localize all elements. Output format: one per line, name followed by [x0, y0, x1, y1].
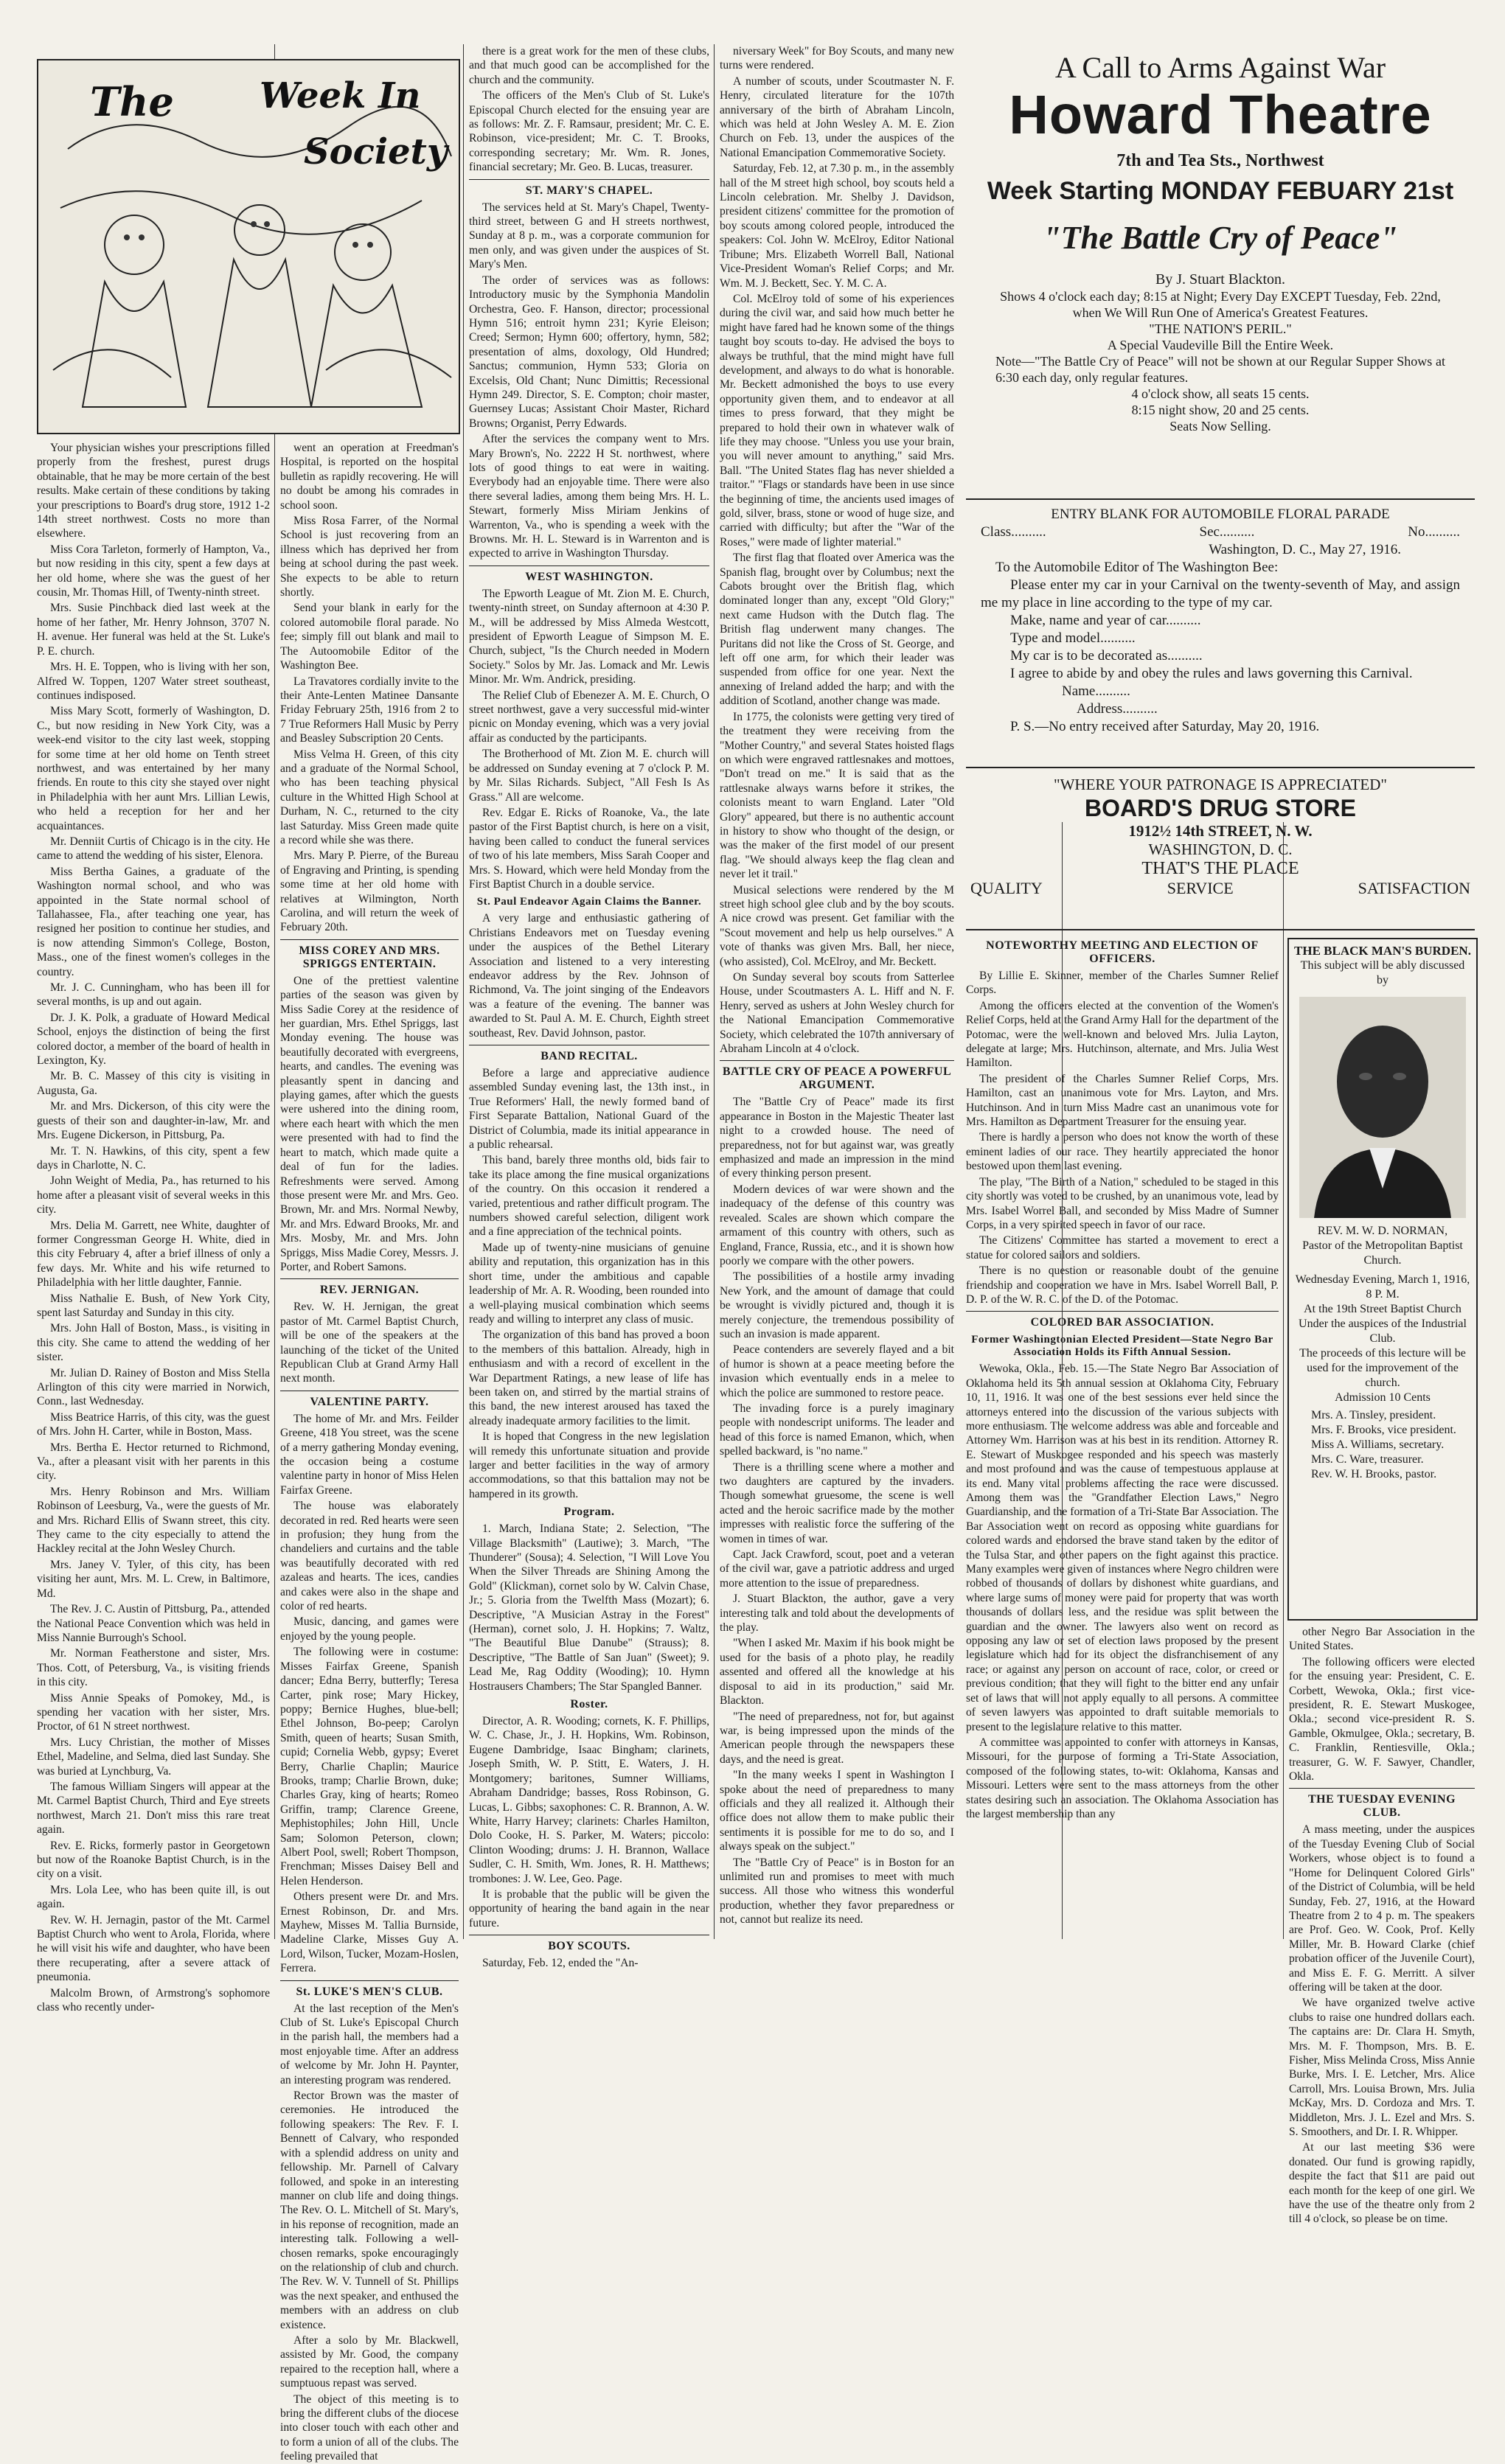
- entry-class-row: [981, 523, 1460, 541]
- paragraph: The Relief Club of Ebenezer A. M. E. Church, O street northwest, gave a very successful mid-winter picnic on Monday evening, which was a very jovial affair as conducted by the participants.: [469, 689, 709, 745]
- paragraph: Rector Brown was the master of ceremonies. He introduced the following speakers: The Rev. F. I. Bennett of Calvary, who responded with a splendid address on unity and fellowship. Mr. Parnell of Calvary followed, and spoke in an interesting manner on club life and doing things. The Rev. O. L. Mitchell of St. Mary's, in his reponse of recognition, made an interesting talk. Following a well-chosen remarks, spoke encouragingly on the relationship of club and church. The Rev. W. V. Tunnell of St. Phillips was the next speaker, and enthused the members with an address on club existence.: [280, 2089, 459, 2331]
- paragraph: The president of the Charles Sumner Relief Corps, Mrs. Hamilton, cast an unanimous vote for Mrs. Layton, and Mrs. Hutchinson. And in turn Miss Madre cast an unanimous vote for Mrs. Hamilton as Department Treasurer for the ensuing year.: [966, 1072, 1279, 1129]
- section-rule: [966, 929, 1475, 930]
- col2-top-paragraphs: [280, 441, 459, 935]
- heading-band-recital: BAND RECITAL.: [541, 1050, 638, 1062]
- paragraph: Miss Annie Speaks of Pomokey, Md., is spending her vacation with her sister, Mrs. Proctor, of 61 N street northwest.: [37, 1691, 270, 1733]
- program-paragraphs: [469, 1522, 709, 1694]
- entry-class: Class..........: [981, 524, 1046, 540]
- paragraph: There is hardly a person who does not know the worth of these eminent ladies of our race. They heartily appreciated the honor bestowed upon them last evening.: [966, 1131, 1279, 1173]
- paragraph: The "Battle Cry of Peace" is in Boston for an unlimited run and promises to meet with much success. All those who witness this wonderful production, whether they favor preparedness or not, cannot but realize its need.: [720, 1856, 954, 1927]
- paragraph: Before a large and appreciative audience assembled Sunday evening last, the 13th inst., in True Reformers' Hall, the newly formed band of First Separate Battalion, National Guard of the District of Columbia, made its initial appearance in a public rehearsal.: [469, 1067, 709, 1152]
- heading-battle-cry: BATTLE CRY OF PEACE A POWERFUL ARGUMENT.: [722, 1065, 952, 1092]
- paragraph: Mrs. Lucy Christian, the mother of Misses Ethel, Madeline, and Selma, died last Sunday. She was buried at Lynchburg, Va.: [37, 1736, 270, 1778]
- entry-body: Please enter my car in your Carnival on the twenty-seventh of May, and assign me my place in line according to the type of my car.: [981, 577, 1460, 610]
- paragraph: Mrs. Susie Pinchback died last week at the home of her father, Mr. Henry Johnson, 3707 N. H. avenue. Her funeral was held at the St. Luke's P. E. church.: [37, 602, 270, 658]
- paragraph: Malcolm Brown, of Armstrong's sophomore class who recently under-: [37, 1986, 270, 2014]
- ad-note: Note—"The Battle Cry of Peace" will not be shown at our Regular Supper Shows at 6:30 each day, only regular features.: [995, 354, 1445, 385]
- paragraph: "The need of preparedness, not for, but against war, is being impressed upon the minds of the American people through the newspapers these days, and the need is great.: [720, 1710, 954, 1766]
- masthead-word-society: Society: [304, 131, 448, 173]
- roster-paragraphs: [469, 1714, 709, 1930]
- paragraph: It is probable that the public will be given the opportunity of hearing the band again in the near future.: [469, 1887, 709, 1929]
- paragraph: Mrs. John Hall of Boston, Mass., is visiting in this city. She came to attend the wedding of her sister.: [37, 1322, 270, 1364]
- paragraph: Mrs. Janey V. Tyler, of this city, has been visiting her aunt, Mrs. M. L. Crew, in Baltimore, Md.: [37, 1558, 270, 1600]
- col4-paragraphs: [720, 44, 954, 1056]
- paragraph: other Negro Bar Association in the United States.: [1289, 1626, 1475, 1653]
- section-rule: [469, 179, 709, 180]
- paragraph: Mrs. Henry Robinson and Mrs. William Robinson of Leesburg, Va., were the guests of Mr. and Mrs. Richard Ellis of Swann street, this city. They came to the city especially to attend the Hackley recital at the John Wesley Church.: [37, 1485, 270, 1556]
- burden-officer: Mrs. C. Ware, treasurer.: [1311, 1453, 1424, 1466]
- paragraph: The famous William Singers will appear at the Mt. Carmel Baptist Church, Third and Eye streets northwest, March 21. Don't miss this rare treat again.: [37, 1780, 270, 1837]
- entry-make: Make, name and year of car..........: [1010, 613, 1201, 628]
- paragraph: there is a great work for the men of these clubs, and that much good can be accomplished for the church and the community.: [469, 45, 709, 86]
- paragraph: Mrs. Delia M. Garrett, nee White, daughter of former Congressman George H. White, died in this city February 4, after a brief illness of only a few days. Mr. White and his wife returned to Philadelphia with her little daughter, Fannie.: [37, 1219, 270, 1290]
- paragraph: The following officers were elected for the ensuing year: President, C. E. Corbett, Wewoka, Okla.; first vice-president, R. E. Stewart Muskogee, Okla.; second vice-president R. S. Gamble, Okmulgee, Okla.; secretary, B. C. Franklin, Rentiesville, Okla.; treasurer, G. W. F. Sawyer, Chandler, Okla.: [1289, 1655, 1475, 1783]
- section-rule: [469, 565, 709, 566]
- heading-west-washington: WEST WASHINGTON.: [525, 570, 653, 583]
- jernigan-paragraphs: [280, 1300, 459, 1385]
- section-rule: [966, 767, 1475, 768]
- masthead-word-week-in: Week In: [260, 75, 421, 116]
- paragraph: Mr. B. C. Massey of this city is visiting in Augusta, Ga.: [37, 1070, 270, 1097]
- ad-vaudeville: A Special Vaudeville Bill the Entire Week.: [1107, 338, 1334, 352]
- paragraph: In 1775, the colonists were getting very tired of the treatment they were receiving from the "Mother Country," and several States hoisted flags on which were engraved rattlesnakes and mottoes, "Don't tread on me." It is said that as the rattlesnake always warns before it strikes, the colonists meant to warn England. Later "Old Glory" appeared, but there is no authentic account in history to show who thought of the design, or was the maker of the first model of our present flag. "We should always keep the flag clean and never let it trail.": [720, 710, 954, 881]
- heading-colored-bar: COLORED BAR ASSOCIATION.: [1030, 1316, 1214, 1329]
- paragraph: The order of services was as follows: Introductory music by the Symphonia Mandolin Orchestra, Geo. F. Hanson, director; processional Hymn 516; entroit hymn 231; Kyrie Eleison; Creed; Sermon; Hymn 600; offertory, hymn, 582; presentation of alms, doxology, Old Hundred; Sanctus; communion, Hymn 533; Gloria on Excelsis, Old Chant; Nunc Dimittis; Recessional Hymn 249. Director, S. E. Compton; choir master, Guernsey Lucas; Assistant Choir Master, Richard Browns; Organist, Perry Edwards.: [469, 274, 709, 430]
- heading-roster: Roster.: [570, 1698, 608, 1711]
- entry-ps: P. S.—No entry received after Saturday, May 20, 1916.: [1010, 719, 1320, 734]
- boyscouts-paragraphs: [469, 1956, 709, 1970]
- paragraph: Saturday, Feb. 12, at 7.30 p. m., in the assembly hall of the M street high school, boy scouts held a Lincoln celebration. Mr. Shelby J. Davidson, president citizens' committee for the promotion of boy scouts among colored people, introduced the speakers: Col. John W. McElroy, Editor National Tribune; Mrs. Elizabeth Worrell Ball, National Vice-President Woman's Relief Corps; and Mr. Wm. M. J. Beckett, Sec. Y. M. C. A.: [720, 162, 954, 290]
- tuesday-paragraphs: [1289, 1823, 1475, 2226]
- ad-theatre-name: Howard Theatre: [1009, 84, 1432, 145]
- boards-street: 1912½ 14th STREET, N. W.: [1128, 822, 1313, 840]
- paragraph: Send your blank in early for the colored automobile floral parade. No fee; simply fill out blank and mail to The Autoomobile Editor of the Washington Bee.: [280, 602, 459, 672]
- burden-role: Pastor of the Metropolitan Baptist Church.: [1302, 1239, 1463, 1267]
- column-5: [966, 935, 1279, 1939]
- boards-satisfaction: SATISFACTION: [1358, 879, 1470, 897]
- heading-valentine-party: VALENTINE PARTY.: [310, 1395, 429, 1408]
- boards-details: [966, 795, 1475, 898]
- ad-shows: Shows 4 o'clock each day; 8:15 at Night; Every Day EXCEPT Tuesday, Feb. 22nd, when We Will Run One of America's Greatest Features.: [1000, 289, 1441, 320]
- paragraph: La Travatores cordially invite to the their Ante-Lenten Matinee Dansante Friday February 25th, 1916 from 2 to 7 True Reformers Hall Music by Perry and Beasley Subscription 20 Cents.: [280, 675, 459, 745]
- entry-address: Address..........: [1077, 701, 1158, 717]
- black-mans-burden-box: [1287, 938, 1478, 1621]
- burden-where: At the 19th Street Baptist Church Under the auspices of the Industrial Club.: [1299, 1303, 1467, 1345]
- paragraph: A very large and enthusiastic gathering of Christians Endeavors met on Tuesday evening under the auspices of the Bethel Literary Association and listened to a very interesting endeavor address by the Rev. Johnson of Richmond, Va. The joint singing of the Endeavors was a feature of the evening. The banner was awarded to St. Paul A. M. E. Church, Eighth street southeast, Rev. David Johnson, pastor.: [469, 912, 709, 1040]
- paragraph: Miss Rosa Farrer, of the Normal School is just recovering from an illness which has deprived her from being at school during the past week. She expects to be able to return shortly.: [280, 515, 459, 599]
- paragraph: On Sunday several boy scouts from Satterlee House, under Scoutmasters A. L. Hiff and N. F. Henry, served as ushers at John Wesley church for the National Emancipation Commemorative Society, which celebrated the 107th anniversary of Abraham Lincoln at 4 o'clock.: [720, 971, 954, 1056]
- paragraph: Mr. Norman Featherstone and sister, Mrs. Thos. Cott, of Petersburg, Va., is visiting friends in this city.: [37, 1647, 270, 1689]
- boards-name: BOARD'S DRUG STORE: [1085, 795, 1356, 821]
- column-3: [469, 44, 709, 1970]
- column-4: [720, 44, 954, 1939]
- paragraph: A committee was appointed to confer with attorneys in Kansas, Missouri, for the purpose of forming a Tri-State Association, composed of the following states, to-wit: Oklahoma, Kansas and Missouri. Letters were sent to the mass attorneys from the other states desiring such an association. The Oklahoma Association has the largest membership than any: [966, 1736, 1279, 1820]
- heading-corey-spriggs: MISS COREY AND MRS. SPRIGGS ENTERTAIN.: [299, 944, 440, 970]
- paragraph: Saturday, Feb. 12, ended the "An-: [482, 1957, 639, 1970]
- burden-officer: Miss A. Williams, secretary.: [1311, 1438, 1445, 1451]
- ad-by: By J. Stuart Blackton.: [1155, 271, 1286, 288]
- column-rule: [463, 44, 464, 1939]
- heading-st-marys: ST. MARY'S CHAPEL.: [525, 184, 653, 197]
- paragraph: The object of this meeting is to bring the different clubs of the diocese into closer touch with each other and to form a union of all of the clubs. The feeling prevailed that: [280, 2392, 459, 2463]
- col6-paragraphs: [1289, 1625, 1475, 1783]
- column-2: [280, 441, 459, 2463]
- paragraph: Rev. E. Ricks, formerly pastor in Georgetown but now of the Roanoke Baptist Church, is in the city on a visit.: [37, 1839, 270, 1881]
- paragraph: Mr. T. N. Hawkins, of this city, spent a few days in Charlotte, N. C.: [37, 1144, 270, 1172]
- burden-title: THE BLACK MAN'S BURDEN.: [1294, 944, 1471, 958]
- band-paragraphs: [469, 1066, 709, 1501]
- paragraph: Others present were Dr. and Mrs. Ernest Robinson, Dr. and Mrs. Mayhew, Misses M. Tallia Burnside, Madeline Clarke, Misses Guy A. Lord, Wilson, Tucker, Mozam-Hoslen, Ferrera.: [280, 1890, 459, 1975]
- paragraph: The home of Mr. and Mrs. Feilder Greene, 418 You street, was the scene of a merry gathering Monday evening, the occasion being a costume valentine party in honor of Miss Helen Fairfax Greene.: [280, 1412, 459, 1497]
- paragraph: A mass meeting, under the auspices of the Tuesday Evening Club of Social Workers, whose object is to found a "Home for Delinquent Colored Girls" of the District of Columbia, will be held Sunday, Feb. 27, 1916, at the Howard Theatre from 2 to 4 p. m. The speakers are Prof. Geo. W. Cook, Prof. Kelly Miller, Mr. B. Howard Clarke (chief probation officer of the Juvenile Court), and Miss E. F. G. Merritt. A silver offering will be taken at the door.: [1289, 1823, 1475, 1994]
- section-rule: [966, 498, 1475, 500]
- endeavor-paragraphs: [469, 911, 709, 1040]
- paragraph: Miss Velma H. Green, of this city and a graduate of the Normal School, who has been teaching physical culture in the Whitted High School at Durham, N. C., returned to the city last Saturday. Miss Green made quite a record while she was there.: [280, 748, 459, 846]
- entry-agree: I agree to abide by and obey the rules and laws governing this Carnival.: [1010, 666, 1413, 681]
- paragraph: The Rev. J. C. Austin of Pittsburg, Pa., attended the National Peace Convention which was held in Miss Nannie Burrough's School.: [37, 1603, 270, 1644]
- paragraph: Mrs. Lola Lee, who has been quite ill, is out again.: [37, 1883, 270, 1911]
- valentine-paragraphs: [280, 1412, 459, 1976]
- paragraph: The first flag that floated over America was the Spanish flag, brought over by Columbus; next the Cabots brought over the British flag, which dominated longer than any, except "Old Glory;" next came Hudson with the Dutch flag. The British flag underwent many changes. The Puritans did not like the Cross of St. George, and left off one arm, for which their leader was suspended from office for one year. Next the annexing of Ireland added the harp; and with the addition of Scotland, another change was made.: [720, 551, 954, 708]
- paragraph: The possibilities of a hostile army invading New York, and the amount of damage that could be wrought is vividly pictured and, though it is merely conjecture, the tremendous possibility of such an invasion is made apparent.: [720, 1270, 954, 1340]
- section-rule: [280, 1980, 459, 1981]
- ad-peril: "THE NATION'S PERIL.": [1149, 321, 1292, 336]
- paragraph: Miss Beatrice Harris, of this city, was the guest of Mrs. John H. Carter, while in Boston, Mass.: [37, 1410, 270, 1438]
- paragraph: By Lillie E. Skinner, member of the Charles Sumner Relief Corps.: [966, 970, 1279, 997]
- paragraph: The services held at St. Mary's Chapel, Twenty-third street, between G and H streets northwest, Sunday at 8 p. m., was a corporate communion for men only, and was given under the auspices of St. Mary's Men.: [469, 201, 709, 271]
- paragraph: Rev. W. H. Jernigan, the great pastor of Mt. Carmel Baptist Church, will be one of the speakers at the launching of the ticket of the United Republican Club at Grand Army Hall next month.: [280, 1301, 459, 1385]
- paragraph: niversary Week" for Boy Scouts, and many new turns were rendered.: [720, 45, 954, 72]
- paragraph: Your physician wishes your prescriptions filled properly from the freshest, purest drugs obtainable, that he may be more certain of the best results. Make certain of these conditions by taking your prescriptions to Board's drug store, 1912 1-2 14th street northwest. Costs no more than elsewhere.: [37, 442, 270, 540]
- paragraph: The Brotherhood of Mt. Zion M. E. church will be addressed on Sunday evening at 7 o'clock P. M. by Mr. Silas Richards. Subject, "All Fesh Is As Grass." All are welcome.: [469, 748, 709, 804]
- boards-qualities: [966, 879, 1475, 898]
- column-rule: [714, 44, 715, 1939]
- heading-noteworthy: NOTEWORTHY MEETING AND ELECTION OF OFFICERS.: [986, 939, 1259, 965]
- stmarys-paragraphs: [469, 201, 709, 561]
- paragraph: There is a thrilling scene where a mother and two daughters are captured by the invaders. Though somewhat gruesome, the scene is well acted and the heroic sacrifice made by the mother impresses with realistic force the suffering of the women in times of war.: [720, 1461, 954, 1545]
- paragraph: Col. McElroy told of some of his experiences during the civil war, and said how much better he might have fared had he known some of the things taught boy scouts to-day. He advised the boys to always be truthful, that the mind might have full development, and always to do what is honorable. Mr. Beckett admonished the boys to use every opportunity given them, and to endeavor at all times to press forward, that they might be prepared to hold their own in whatever walk of life they may choose. "Unless you use your brain, you will never amount to anything," said Mrs. Ball. "The United States flag has never shielded a traitor." "Flags or standards have been in use since the beginning of time, the ancients used images of gold, silver, brass, stone or wood of huge size, and carried with difficulty; but after the "War of the Roses," were made of lighter material.": [720, 292, 954, 549]
- paragraph: The organization of this band has proved a boon to the members of this battalion. Already, high in enthusiasm and with a record of excellent in the War Department Ratings, a new lease of life has been taken on, and stirred by the martial strains of this band, the new interest aroused has taxed the already inadequate armory facilities to the limit.: [469, 1329, 709, 1427]
- portrait-photo: [1299, 997, 1466, 1218]
- paragraph: Modern devices of war were shown and the inadequacy of the defense of this country was revealed. Scales are shown which compare the armament of this country with others, such as England, France, Russia, etc., and it is shown how poorly we compare with the other powers.: [720, 1183, 954, 1267]
- colored-bar-paragraphs: [966, 1362, 1279, 1821]
- entry-blank: [981, 506, 1460, 736]
- paragraph: Peace contenders are severely flayed and a bit of humor is shown at a peace meeting before the invasion which eventually ends in a melee to which the police are summoned to restore peace.: [720, 1343, 954, 1399]
- section-rule: [720, 1060, 954, 1061]
- heading-endeavor: St. Paul Endeavor Again Claims the Banner.: [476, 896, 702, 908]
- paragraph: J. Stuart Blackton, the author, gave a very interesting talk and told about the developments of the play.: [720, 1593, 954, 1635]
- section-rule: [966, 1311, 1279, 1312]
- paragraph: Director, A. R. Wooding; cornets, K. F. Phillips, W. C. Chase, Jr., J. H. Hopkins, Wm. Robinson, Eugene Dambridge, Isaac Bingham; clarinets, Joseph Smith, W. P. Stitt, E. Waters, J. H. Montgomery; baritones, Sumner Williams, Abraham Dandridge; basses, Ross Robinson, G. Lucas, L. Gibbs; saxophones: C. R. Brannon, A. W. White, Harry Harvey; clarinets: Charles Hamilton, Dolo Cooke, H. S. Parker, M. Waters; piccolo: Clinton Wooding; drums: J. H. Brannon, Wallace Sudler, C. H. Smith, Wm. Jones, R. H. Matthews; trombones: J. W. Lee, Geo. Page.: [469, 1715, 709, 1885]
- paragraph: Mr. Denniit Curtis of Chicago is in the city. He came to attend the wedding of his sister, Elenora.: [37, 835, 270, 863]
- ad-price-2: 8:15 night show, 20 and 25 cents.: [1131, 403, 1310, 417]
- paragraph: Rev. W. H. Jernagin, pastor of the Mt. Carmel Baptist Church who went to Arola, Florida, where he will visit his wife and daughter, who have been there recuperating, after a severe attack of pneumonia.: [37, 1913, 270, 1984]
- entry-sec: Sec..........: [1199, 524, 1255, 540]
- westwash-paragraphs: [469, 587, 709, 892]
- boards-quality: QUALITY: [970, 879, 1043, 897]
- burden-officer: Rev. W. H. Brooks, pastor.: [1311, 1468, 1437, 1480]
- corey-paragraphs: [280, 974, 459, 1275]
- paragraph: Mrs. Mary P. Pierre, of the Bureau of Engraving and Printing, is spending some time at her old home with relatives at Wilmington, North Carolina, and will return the week of February 20th.: [280, 849, 459, 934]
- paragraph: Miss Cora Tarleton, formerly of Hampton, Va., but now residing in this city, spent a few days at her old home, where she was the guest of her cousin, Mr. Thomas Hill, of Twenty-ninth street.: [37, 543, 270, 599]
- boards-tagline: "WHERE YOUR PATRONAGE IS APPRECIATED": [1054, 776, 1387, 793]
- paragraph: At our last meeting $36 were donated. Our fund is growing rapidly, despite the fact that $11 are paid out each month for the keep of one girl. We have the use of the theatre only from 2 till 4 o'clock, so please be on time.: [1289, 2141, 1475, 2226]
- paragraph: It is hoped that Congress in the new legislation will remedy this unfortunate situation and provide larger and better facilities in the way of armory accommodations, so that this battalion may not be hampered in its growth.: [469, 1430, 709, 1500]
- paragraph: There is no question or reasonable doubt of the genuine friendship and cooperation we have in Mrs. Isabel Worrell Ball, P. D. P. of the W. R. C. of the D. of the Potomac.: [966, 1264, 1279, 1306]
- section-rule: [280, 1278, 459, 1279]
- entry-no: No..........: [1408, 524, 1460, 540]
- burden-when: Wednesday Evening, March 1, 1916, 8 P. M.: [1295, 1273, 1470, 1301]
- paragraph: We have organized twelve active clubs to raise one hundred dollars each. The captains are: Dr. Clara H. Smyth, Mrs. M. F. Thompson, Mrs. B. E. Fisher, Miss Melinda Cross, Miss Annie Burke, Mrs. I. E. Letcher, Mrs. Alice Carroll, Mrs. Louisa Brown, Mrs. Julia McKay, Mrs. D. Cordoza and Mrs. T. Middleton, Mrs. J. L. Ezel and Mrs. S. S. Smoothers, and Dr. I. R. Whipper.: [1289, 1997, 1475, 2138]
- paragraph: The officers of the Men's Club of St. Luke's Episcopal Church elected for the ensuing year are as follows: Mr. Z. F. Ramsaur, president; Mr. C. E. Robinson, vice-president; Mr. C. T. Brooks, corresponding secretary; Mr. Wm. R. Jones, financial secretary; Mr. Geo. B. Lucas, treasurer.: [469, 89, 709, 174]
- paragraph: Miss Bertha Gaines, a graduate of the Washington normal school, and who was appointed in the State normal school of Tallahassee, Fla., after teaching one year, has resigned her position to continue her studies, and is now attending Simmon's College, Boston, Mass., one of the finest women's colleges in the country.: [37, 865, 270, 978]
- heading-program: Program.: [563, 1506, 615, 1519]
- ad-seats: Seats Now Selling.: [1169, 419, 1271, 434]
- heading-boy-scouts: BOY SCOUTS.: [548, 1940, 630, 1953]
- heading-rev-jernigan: REV. JERNIGAN.: [319, 1284, 420, 1297]
- boards-place: THAT'S THE PLACE: [1141, 859, 1299, 878]
- entry-to: To the Automobile Editor of The Washington Bee:: [995, 560, 1279, 575]
- paragraph: One of the prettiest valentine parties of the season was given by Miss Sadie Corey at the residence of her guardian, Mrs. Ethel Spriggs, last Monday evening. The house was beautifully decorated with evergreens, hearts, and candles. The evening was pleasantly spent in dancing and playing games, after which the guests were ushered into the dining room, where each heart with which the men were presented with had to find the heart to match, which made quite a deal of fun for the ladies. Refreshments were served. Among those present were Mr. and Mrs. Geo. Brown, Mr. and Mrs. Normal Newby, Mr. and Mrs. Edward Brooks, Mr. and Mrs. Mosby, Mr. and Mrs. John Spriggs, Miss Madie Corey, Messrs. J. Porter, and Robert Samons.: [280, 974, 459, 1273]
- colored-bar-subhead: Former Washingtonian Elected President—State Negro Bar Association Holds its Fifth Annual Session.: [971, 1334, 1273, 1359]
- paragraph: The Epworth League of Mt. Zion M. E. Church, twenty-ninth street, on Sunday afternoon at 4:30 P. M., will be addressed by Miss Almeda Westcott, president of Epworth League of Simpson M. E. Church, subject, "Is the Church needed in Modern Society." Solos by Mr. Jas. Lomack and Mr. Lewis Minor. Mr. Wm. Andrick, presiding.: [469, 587, 709, 686]
- paragraph: Made up of twenty-nine musicians of genuine ability and reputation, this organization has in this short time, under the ambitious and capable leadership of Mr. A. R. Wooding, been rounded into a well-playing musical combination which seems ready and willing to interpret any class of music.: [469, 1241, 709, 1326]
- paragraph: Musical selections were rendered by the M street high school glee club and by the boy scouts. A nice crowd was present. Get familiar with the "Scout movement and help us help ourselves." A vote of thanks was given Mrs. Ball, her niece, (who assisted), Col. McElroy, and Mr. Beckett.: [720, 883, 954, 968]
- paragraph: The play, "The Birth of a Nation," scheduled to be staged in this city shortly was voted to be crushed, by an unanimous vote, lead by Mrs. Isabel Worrel Ball, and seconded by Miss Madre of Sumner Corps, in a very spirited speech in favor of our race.: [966, 1175, 1279, 1231]
- paragraph: Among the officers elected at the convention of the Women's Relief Corps, held at the Grand Army Hall for the department of the Potomac, were the well-known and beloved Mrs. Julia Layton, delegate at large; Mrs. Hutchinson, alternate, and Mrs. Julia West Hamilton.: [966, 999, 1279, 1070]
- paragraph: went an operation at Freedman's Hospital, is reported on the hospital bulletin as rapidly recovering. He will no doubt be among his comrades in school soon.: [280, 442, 459, 512]
- paragraph: The following were in costume: Misses Fairfax Greene, Spanish dancer; Edna Berry, butterfly; Teresa Carter, pink rose; Mary Hickey, poppy; Bernice Hughes, blue-bell; Ethel Johnson, Bo-peep; Carolyn Smith, queen of hearts; Susan Smith, cupid; Cornelia Webb, gypsy; Everet Berry, Charlie Chaplin; Maurice Brooks, tramp; Charlie Brown, duke; Charles Gray, king of hearts; Romeo Griffin, tramp; Clarence Greene, Mephistophiles; John Hill, Uncle Sam; Solomon Peterson, clown; Albert Pool, swell; Robert Thompson, Frenchman; Misses Daisey Bell and Helen Henderson.: [280, 1646, 459, 1887]
- section-rule: [280, 939, 459, 940]
- entry-type: Type and model..........: [1010, 630, 1136, 646]
- paragraph: After a solo by Mr. Blackwell, assisted by Mr. Good, the company repaired to the reception hall, where a sumptuous repast was served.: [280, 2334, 459, 2390]
- burden-officer: Mrs. A. Tinsley, president.: [1311, 1409, 1436, 1421]
- paragraph: Miss Mary Scott, formerly of Washington, D. C., but now residing in New York City, was a week-end visitor to the city last week, stopping for some time at her old home on Tenth street northwest, and was entertained by her many friends. En route to this city she stayed over night in Philadelphia with her aunt Mrs. Lillian Lewis, who held a reception for her and her acquaintances.: [37, 705, 270, 832]
- noteworthy-paragraphs: [966, 969, 1279, 1306]
- col3-top-paragraphs: [469, 44, 709, 175]
- paragraph: A number of scouts, under Scoutmaster N. F. Henry, circulated literature for the 107th anniversary of the birth of Abraham Lincoln, which was held at John Wesley A. M. E. Zion Church on Feb. 13, under the auspices of the National Emancipation Commemorative Society.: [720, 74, 954, 159]
- paragraph: Miss Nathalie E. Bush, of New York City, spent last Saturday and Sunday in this city.: [37, 1292, 270, 1319]
- week-in-society-masthead: [37, 59, 460, 434]
- ad-week: Week Starting MONDAY FEBUARY 21st: [987, 177, 1454, 205]
- heading-tuesday-club: THE TUESDAY EVENING CLUB.: [1307, 1793, 1456, 1820]
- paragraph: Mr. J. C. Cunningham, who has been ill for several months, is up and out again.: [37, 981, 270, 1009]
- ad-address: 7th and Tea Sts., Northwest: [1116, 151, 1324, 170]
- boards-city: WASHINGTON, D. C.: [1148, 841, 1293, 858]
- paragraph: Mr. Julian D. Rainey of Boston and Miss Stella Arlington of this city were married in Norwich, Conn., last Wednesday.: [37, 1366, 270, 1408]
- paragraph: The invading force is a purely imaginary people with nondescript uniforms. The leader and head of this force is named Emanon, which, when spelled backward, is "no name.": [720, 1402, 954, 1458]
- col1-paragraphs: [37, 441, 270, 2014]
- paragraph: 1. March, Indiana State; 2. Selection, "The Village Blacksmith" (Lautiwe); 3. March, "The Thunderer" (Sousa); 4. Selection, "I Will Love You When the Silver Threads are Shining Among the Gold" (Klickman), cornet solo by W. Calvin Chase, Jr.; 5. Gloria from the Twelfth Mass (Mozart); 6. Descriptive, "A Musician Astray in the Forest" (Herman), cornet solo, J. H. Hopkins; 7. Waltz, "The Beautiful Blue Danube" (Strauss); 8. Descriptive, "The Battle of San Juan" (Sweet); 9. Lead Me, Rag Oddity (Wooding); 10. Hymn Hostrausers Chambers; The Star Spangled Banner.: [469, 1522, 709, 1693]
- column-6: [1289, 1625, 1475, 2226]
- ad-film-title: "The Battle Cry of Peace": [1043, 220, 1398, 256]
- battlecry-paragraphs: [720, 1095, 954, 1927]
- entry-title: ENTRY BLANK FOR AUTOMOBILE FLORAL PARADE: [1051, 507, 1390, 522]
- paragraph: "When I asked Mr. Maxim if his book might be used for the basis of a photo play, he readily assented and offered all the knowledge at his disposal to aid in its production," said Mr. Blackton.: [720, 1637, 954, 1708]
- paragraph: Mr. and Mrs. Dickerson, of this city were the guests of their son and daughter-in-law, Mr. and Mrs. Eugene Dickerson, in Pittsburg, Pa.: [37, 1100, 270, 1142]
- paragraph: The "Battle Cry of Peace" made its first appearance in Boston in the Majestic Theater last night to a crowded house. The need of preparedness, not for but against war, was greatly emphasized and made an impression in the mind of every thinking person present.: [720, 1096, 954, 1180]
- stlukes-paragraphs: [280, 2002, 459, 2464]
- masthead-word-the: The: [90, 78, 174, 125]
- burden-admission: Admission 10 Cents: [1335, 1391, 1431, 1404]
- paragraph: This band, barely three months old, bids fair to take its place among the fine musical organizations of the country. On this occasion it rendered a varied, pretentious and rather difficult program. The numbers showed careful selection, diligent work and a fine appreciation of the technical points.: [469, 1154, 709, 1239]
- paragraph: Music, dancing, and games were enjoyed by the young people.: [280, 1615, 459, 1643]
- entry-name: Name..........: [1062, 683, 1130, 699]
- column-rule: [1283, 822, 1284, 1939]
- burden-proceeds: The proceeds of this lecture will be used for the improvement of the church.: [1299, 1347, 1466, 1389]
- paragraph: "In the many weeks I spent in Washington I spoke about the need of preparedness to many officials and they all realized it. Although their office does not allow them to make public their sentiments it is possible for me to do so, and I always speak on the subject.": [720, 1769, 954, 1854]
- section-rule: [1289, 1788, 1475, 1789]
- entry-date: Washington, D. C., May 27, 1916.: [1209, 542, 1401, 557]
- burden-officer: Mrs. F. Brooks, vice president.: [1311, 1424, 1456, 1436]
- paragraph: The house was elaborately decorated in red. Red hearts were seen in profusion; they hung from the chandeliers and curtains and the table was beautifully decorated with red azaleas and hearts. The ices, candies and cakes were also in the shape and color of red hearts.: [280, 1500, 459, 1613]
- paragraph: John Weight of Media, Pa., has returned to his home after a pleasant visit of several weeks in this city.: [37, 1174, 270, 1217]
- paragraph: Capt. Jack Crawford, scout, poet and a veteran of the civil war, gave a patriotic address and urged more attention to the issue of preparedness.: [720, 1548, 954, 1590]
- paragraph: Rev. Edgar E. Ricks of Roanoke, Va., the late pastor of the First Baptist church, is here on a visit, having been called to conduct the funeral services of two of his late members, Miss Sarah Cooper and Mrs. S. Howard, which were held Monday from the First Baptist Church in a double service.: [469, 806, 709, 891]
- howard-theatre-ad: [966, 44, 1475, 487]
- column-1-personals: [37, 441, 270, 2014]
- boards-service: SERVICE: [1167, 879, 1234, 897]
- paragraph: Wewoka, Okla., Feb. 15.—The State Negro Bar Association of Oklahoma held its 5th annual session at Oklahoma City, February 10, 11, 1916. It was one of the best sessions ever held since the attorneys entered into the discussion of the various subjects with more enthusiasm. The welcome address was able and forceable and Attorney Wm. Harrison was at his best in its rendition. Attorney R. E. Stewart of Muskogee responded and his speech was masterly and most profound and was the cause of tempestuous applause at its end. Many vital problems affecting the race were discussed. Among them was the "Grandfather Election Laws," Negro Guardianship, and the formation of a Tri-State Bar Association. The Bar Association went on record as opposing white guardians for colored wards and endorsed the brave stand taken by the editor of the Tulsa Star, and other papers on the fight against this practice. Many examples were given of instances where Negro children were robbed of thousands of dollars by dishonest white guardians, and where large sums of money were paid for property that was worth thousands of dollars less, and the residue was split between the guardian and the owner. The lawyers also went on record as opposing any law or set of election laws proposed by the present legislature which had for its object the disfranchisement of any race; or against any person on account of race, color, or creed or previous condition; that they will fight to the bitter end any unfair set of laws that will not apply equally to all persons. A committee of seven lawyers was appointed to draft suitable memorials to present to the legislature relative to this matter.: [966, 1362, 1279, 1733]
- paragraph: Mrs. Bertha E. Hector returned to Richmond, Va., after a pleasant visit with her parents in this city.: [37, 1441, 270, 1483]
- heading-st-lukes: St. LUKE'S MEN'S CLUB.: [296, 1985, 443, 1998]
- paragraph: Mrs. H. E. Toppen, who is living with her son, Alfred W. Toppen, 1207 Water street southeast, continues indisposed.: [37, 661, 270, 702]
- burden-speaker: REV. M. W. D. NORMAN,: [1317, 1225, 1448, 1237]
- paragraph: Dr. J. K. Polk, a graduate of Howard Medical School, enjoys the distinction of being the first colored doctor, a member of the board of health in Lexington, Ky.: [37, 1011, 270, 1068]
- ad-price-1: 4 o'clock show, all seats 15 cents.: [1131, 386, 1310, 401]
- burden-sub: This subject will be ably discussed by: [1300, 959, 1465, 986]
- paragraph: After the services the company went to Mrs. Mary Brown's, No. 2222 H St. northwest, where lots of good things to eat were in waiting. Everybody had an enjoyable time. There were also there several ladies, among them being Mrs. H. L. Stewart, formerly Miss Miriam Jenkins of Warrenton, Va., who is spending a week with the Browns. Mr. H. L. Steward is in Warrenton and is expected to arrive in Washington Thursday.: [469, 433, 709, 560]
- paragraph: At the last reception of the Men's Club of St. Luke's Episcopal Church in the parish hall, the members had a most enjoyable time. After an address of welcome by Mr. John H. Paynter, an interesting program was rendered.: [280, 2002, 459, 2087]
- paragraph: The Citizens' Committee has started a movement to erect a statue for colored sailors and soldiers.: [966, 1234, 1279, 1261]
- ad-call-to-arms: A Call to Arms Against War: [1054, 51, 1386, 84]
- entry-decorated: My car is to be decorated as..........: [1010, 648, 1203, 664]
